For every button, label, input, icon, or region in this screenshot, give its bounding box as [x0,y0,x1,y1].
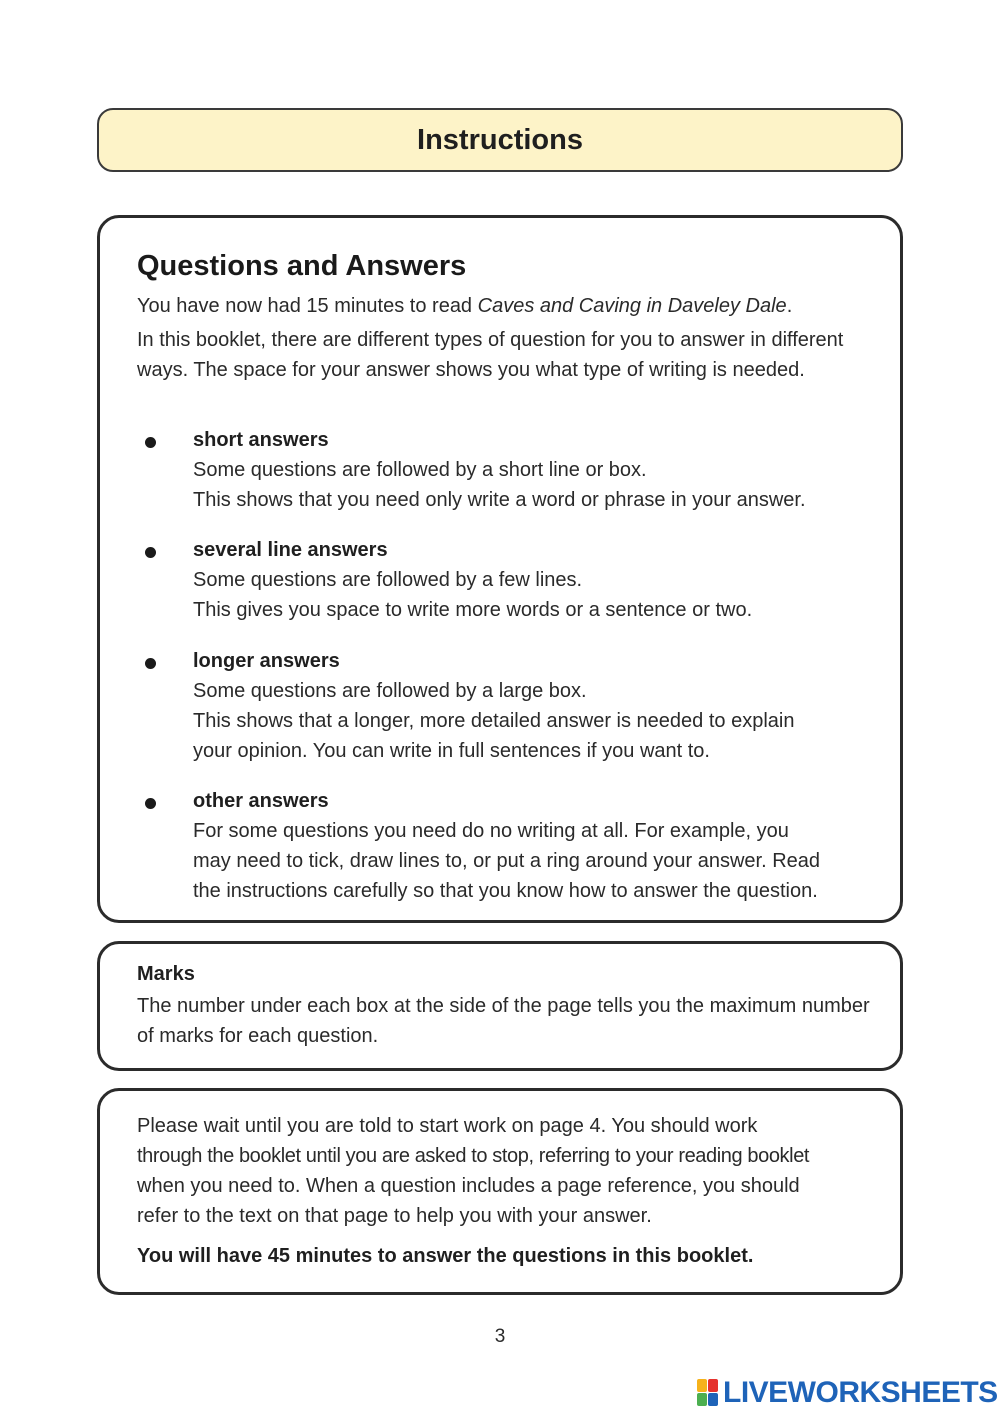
bullet-dot-icon [145,547,156,558]
bullet-text: For some questions you need do no writing at all. For example, you may need to tick, draw lines to, or put a ring around your answer. Read the instructions carefully so that you know how to answer the question. [193,820,821,902]
page-number: 3 [494,1326,506,1347]
instructions-banner [97,108,903,172]
marks-heading: Marks [137,963,195,985]
watermark-text: LIVEWORKSHEETS [723,1376,998,1409]
liveworksheets-logo [697,1376,998,1410]
bullet-text: Some questions are followed by a short line or box. This shows that you need only write a word or phrase in your answer. [193,459,806,511]
bullet-title: short answers [193,429,329,451]
marks-text: The number under each box at the side of the page tells you the maximum number of marks for each question. [137,995,870,1047]
book-title: Caves and Caving in Daveley Dale [477,295,787,317]
section-heading: Questions and Answers [137,250,467,282]
bullet-text: Some questions are followed by a large box. This shows that a longer, more detailed answer is needed to explain your opinion. You can write in full sentences if you want to. [193,680,795,762]
bullet-dot-icon [145,437,156,448]
timing-text: Please wait until you are told to start work on page 4. You should work through the booklet until you are asked to stop, referring to your reading booklet when you need to. When a question includes a page reference, you should refer to the text on that page to help you with your answer. [137,1115,810,1227]
bullet-title: other answers [193,790,329,812]
answer-types-paragraph: In this booklet, there are different types of question for you to answer in different ways. The space for your answer shows you what type of writing is needed. [137,329,844,381]
liveworksheets-logo-icon [697,1379,719,1407]
marks-box [97,941,903,1071]
bullet-text: Some questions are followed by a few lines. This gives you space to write more words or a sentence or two. [193,569,753,621]
bullet-dot-icon [145,658,156,669]
questions-and-answers-box [97,215,903,923]
intro-paragraph: You have now had 15 minutes to read Caves and Caving in Daveley Dale. [137,295,793,317]
bullet-title: several line answers [193,539,388,561]
page-title: Instructions [417,123,583,156]
bullet-title: longer answers [193,650,340,672]
time-limit-statement: You will have 45 minutes to answer the questions in this booklet. [137,1245,754,1267]
bullet-dot-icon [145,798,156,809]
timing-box [97,1088,903,1295]
